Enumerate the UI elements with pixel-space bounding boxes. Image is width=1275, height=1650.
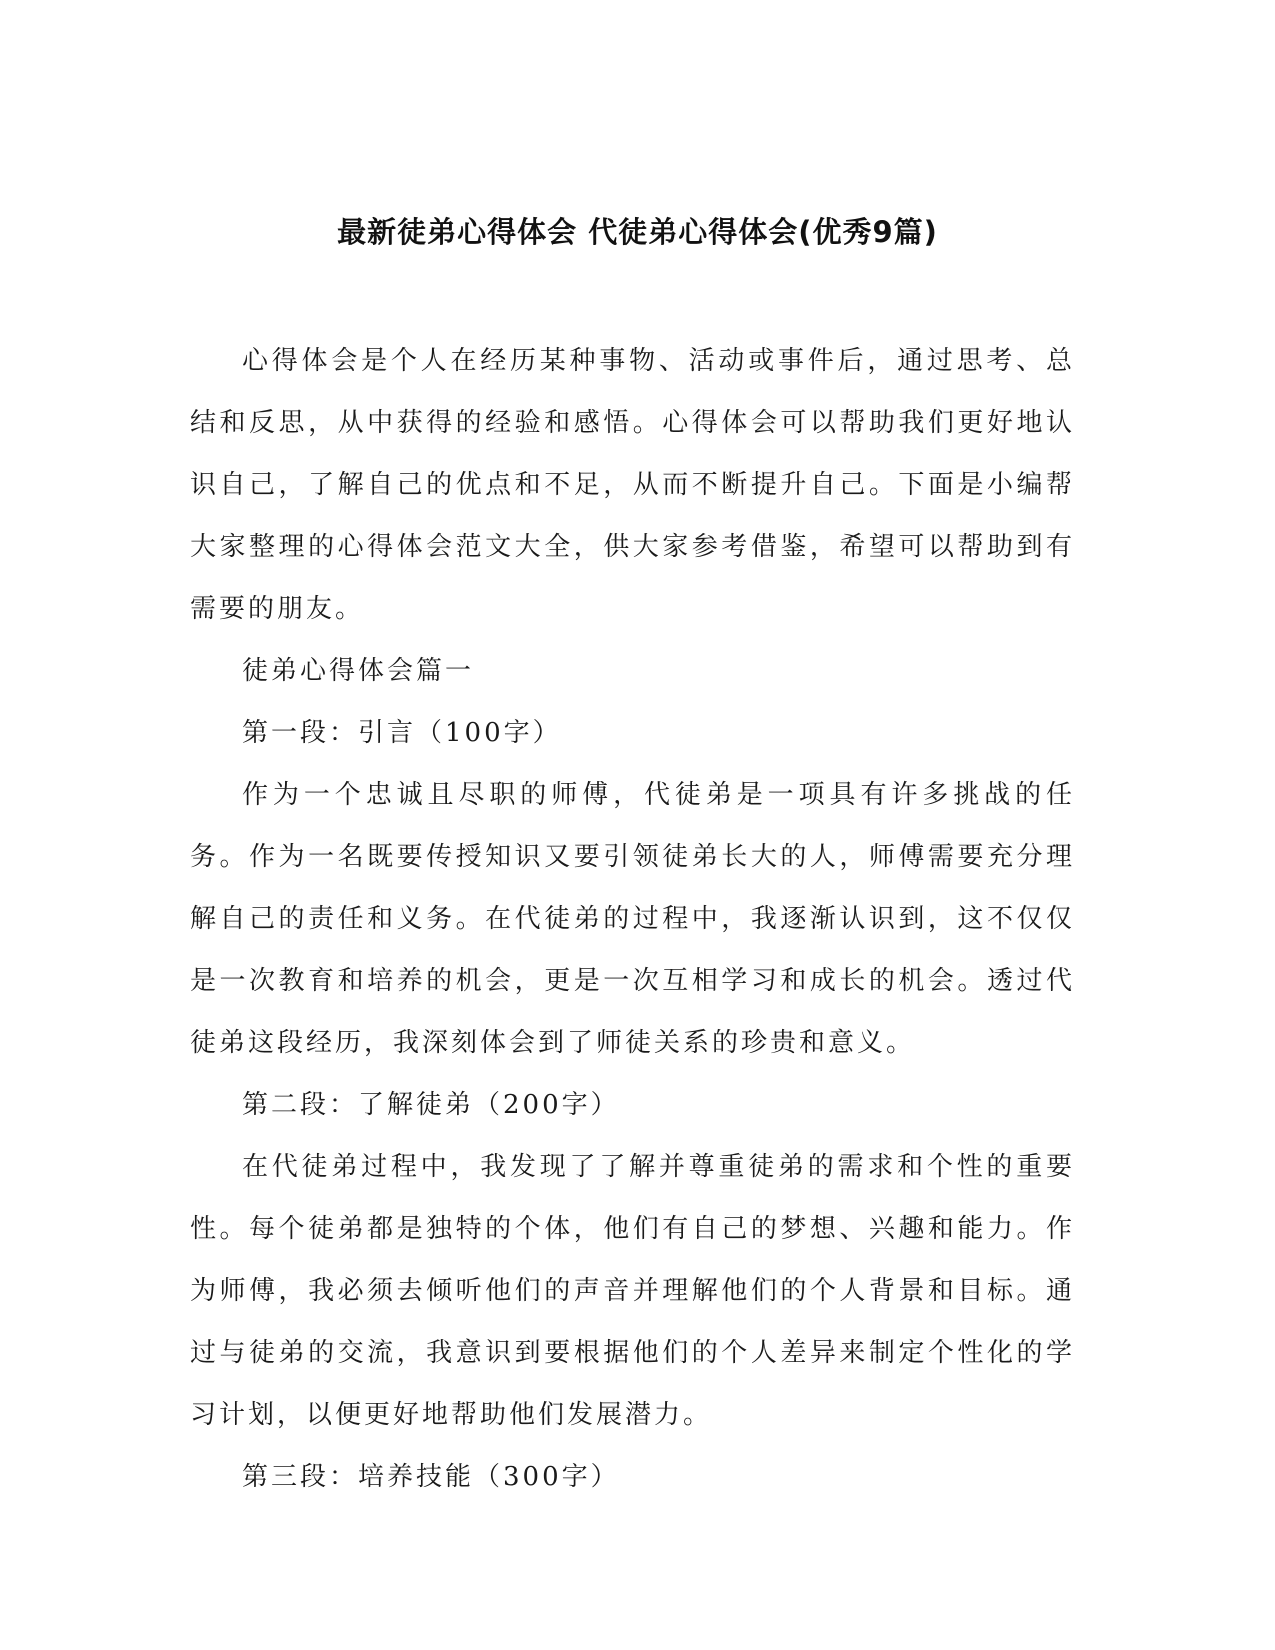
subheading-introduction: 第一段：引言（100字） <box>242 718 562 748</box>
document-body <box>190 330 1075 1508</box>
section-heading-part-one: 徒弟心得体会篇一 <box>242 656 475 686</box>
paragraph-introduction: 作为一个忠诚且尽职的师傅，代徒弟是一项具有许多挑战的任务。作为一名既要传授知识又要引领徒弟长大的人，师傅需要充分理解自己的责任和义务。在代徒弟的过程中，我逐渐认识到，这不仅仅是一次教育和培养的机会，更是一次互相学习和成长的机会。透过代徒弟这段经历，我深刻体会到了师徒关系的珍贵和意义。 <box>190 780 1075 1058</box>
subheading-cultivating-skills: 第三段：培养技能（300字） <box>242 1462 620 1492</box>
subheading-understanding-apprentice: 第二段：了解徒弟（200字） <box>242 1090 620 1120</box>
paragraph-understanding-apprentice: 在代徒弟过程中，我发现了了解并尊重徒弟的需求和个性的重要性。每个徒弟都是独特的个体，他们有自己的梦想、兴趣和能力。作为师傅，我必须去倾听他们的声音并理解他们的个人背景和目标。通过与徒弟的交流，我意识到要根据他们的个人差异来制定个性化的学习计划，以便更好地帮助他们发展潜力。 <box>190 1152 1075 1430</box>
document-title: 最新徒弟心得体会 代徒弟心得体会(优秀9篇) <box>337 215 938 249</box>
intro-paragraph: 心得体会是个人在经历某种事物、活动或事件后，通过思考、总结和反思，从中获得的经验和感悟。心得体会可以帮助我们更好地认识自己，了解自己的优点和不足，从而不断提升自己。下面是小编帮大家整理的心得体会范文大全，供大家参考借鉴，希望可以帮助到有需要的朋友。 <box>190 346 1075 624</box>
